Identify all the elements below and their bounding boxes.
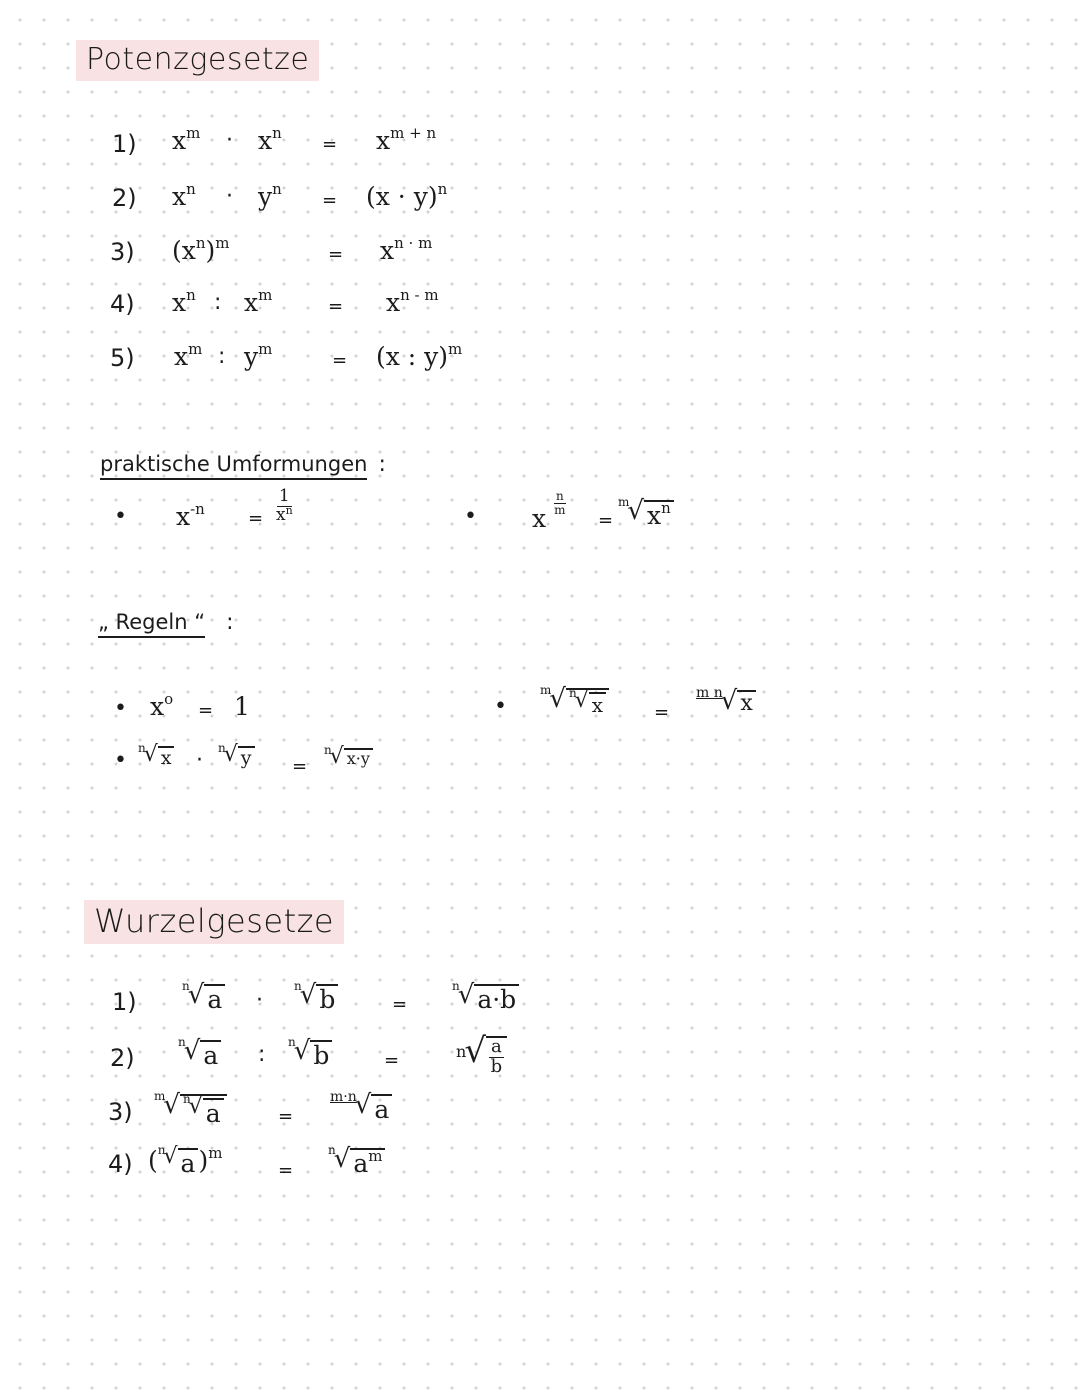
rule-number: 4) <box>108 1150 133 1178</box>
subheading-regeln: „ Regeln “ : <box>98 610 234 635</box>
bullet: • <box>114 748 127 773</box>
rule-number: 3) <box>110 238 135 266</box>
rule-number: 1) <box>112 130 137 158</box>
rule-equals: = <box>322 190 338 211</box>
rule-operator: : <box>214 290 222 315</box>
rule-lhs-b: $x^m$ <box>244 286 273 317</box>
fractional-exponent: $\frac{n}{m}$ <box>554 489 566 517</box>
rule-lhs-b: $y^m$ <box>244 340 273 371</box>
rule-rhs: $x^{m + n}$ <box>376 124 437 155</box>
rule-number: 4) <box>110 290 135 318</box>
root-b: n √ b <box>288 1038 332 1070</box>
fraction-one-over-xn: $\frac{1}{x^n}$ <box>276 486 293 525</box>
root-ab: n √ a·b <box>452 982 519 1014</box>
root-b: n √ b <box>294 982 338 1014</box>
root-a-m: n √ $a^m$ <box>328 1146 385 1178</box>
rule-operator: : <box>218 344 226 369</box>
operator: · <box>196 748 203 773</box>
combined-root: m·n √ a <box>330 1092 392 1124</box>
nested-root: m √ n √ x <box>540 686 609 716</box>
rule-lhs-a: $(x^n)^m$ <box>172 234 230 265</box>
root-a: n √ a <box>178 1038 221 1070</box>
rule-lhs-a: $x^m$ <box>172 124 201 155</box>
equals: = <box>598 510 614 531</box>
section-title-wurzelgesetze: Wurzelgesetze <box>84 900 344 944</box>
rule-rhs: $x^{n \cdot m}$ <box>380 234 433 265</box>
zero-exponent: $x^o$ <box>150 690 174 721</box>
root-a: n √ a <box>182 982 225 1014</box>
rule-number: 1) <box>112 988 137 1016</box>
bullet: • <box>494 694 507 719</box>
equals: = <box>198 700 214 721</box>
rule-lhs-a: $x^n$ <box>172 286 196 317</box>
root-x: n √ x <box>138 744 174 769</box>
fractional-exponent-base: x <box>532 504 547 533</box>
section-title-potenzgesetze: Potenzgesetze <box>76 40 319 81</box>
negative-exponent: $x^{-n}$ <box>176 500 205 531</box>
rule-lhs-b: $y^n$ <box>258 180 282 211</box>
equals: = <box>278 1106 294 1127</box>
rule-rhs: $x^{n - m}$ <box>386 286 439 317</box>
rule-equals: = <box>332 350 348 371</box>
rule-equals: = <box>328 296 344 317</box>
one: 1 <box>234 692 250 721</box>
root-of-xn: m √ $x^n$ <box>618 498 674 530</box>
rule-lhs-a: $x^n$ <box>172 180 196 211</box>
bullet: • <box>114 504 127 529</box>
rule-operator: · <box>226 128 233 153</box>
rule-number: 3) <box>108 1098 133 1126</box>
rule-equals: = <box>328 244 344 265</box>
bullet: • <box>464 504 477 529</box>
rule-rhs: (x : y)$^m$ <box>376 340 463 371</box>
root-power: ( n √ a ) $^m$ <box>148 1143 223 1178</box>
equals: = <box>292 756 308 777</box>
operator: : <box>258 1042 266 1067</box>
rule-number: 2) <box>112 184 137 212</box>
equals: = <box>278 1160 294 1181</box>
equals: = <box>384 1050 400 1071</box>
equals: = <box>654 702 670 723</box>
root-fraction: n √ $\frac{a}{b}$ <box>456 1034 507 1077</box>
operator: · <box>256 988 263 1013</box>
combined-root: m n √ x <box>696 688 756 716</box>
rule-operator: · <box>226 184 233 209</box>
equals: = <box>392 994 408 1015</box>
rule-number: 2) <box>110 1044 135 1072</box>
root-xy: n √ x·y <box>324 746 373 768</box>
subheading-praktische-umformungen: praktische Umformungen : <box>100 452 386 477</box>
rule-lhs-a: $x^m$ <box>174 340 203 371</box>
bullet: • <box>114 696 127 721</box>
rule-lhs-b: $x^n$ <box>258 124 282 155</box>
rule-number: 5) <box>110 344 135 372</box>
equals: = <box>248 508 264 529</box>
rule-rhs: $(x \cdot y)^n$ <box>366 180 448 211</box>
rule-equals: = <box>322 134 338 155</box>
root-y: n √ y <box>218 744 255 769</box>
nested-root: m √ n √ a <box>154 1092 227 1128</box>
